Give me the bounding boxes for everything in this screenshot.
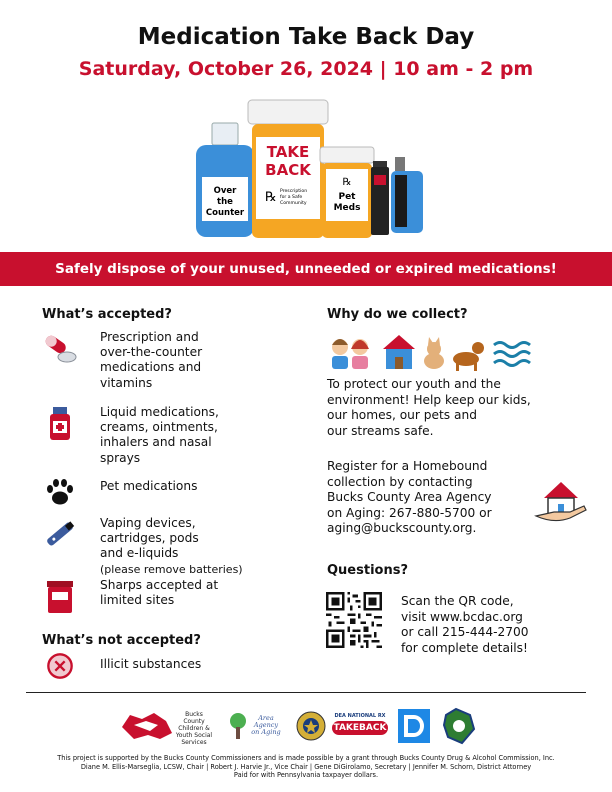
sharps-container-icon [42,578,78,614]
qr-code-icon[interactable] [326,592,382,648]
vape-pen-icon [42,516,78,552]
otc-label-3: Counter [205,208,245,218]
vape-box-icon [391,157,423,233]
medication-hero-illustration [190,95,430,245]
take-back-label-2: BACK [265,161,311,179]
paw-print-icon [42,474,78,510]
svg-text:Community: Community [280,201,307,206]
svg-text:℞: ℞ [342,177,352,188]
medicine-bottle-icon [42,405,78,441]
homebound-text: Register for a Homebound collection by contacting Bucks County Area Agency on Aging: 267-880-5700 or aging@buckscounty.org. [327,459,492,535]
home-in-hand-icon [534,476,588,526]
footer-divider [26,692,586,693]
not-accepted-item-illicit: Illicit substances [42,652,312,680]
bcdac-logo-icon [398,709,430,743]
why-icons-row [328,331,538,371]
why-heading: Why do we collect? [327,307,468,322]
page-title: Medication Take Back Day [137,24,475,50]
rx-bottle-icon [248,100,328,238]
not-accepted-heading: What’s not accepted? [42,633,201,648]
pills-icon [42,330,78,366]
accepted-item-pet: Pet medications [42,474,312,510]
take-back-label-1: TAKE [266,143,310,161]
svg-text:Pet: Pet [338,192,356,202]
police-badge-icon [296,707,326,745]
dispose-banner: Safely dispose of your unused, unneeded or expired medications! [0,252,612,286]
kids-icon [332,339,369,369]
svg-text:Meds: Meds [333,203,361,213]
accepted-item-sharps: Sharps accepted at limited sites [42,578,312,614]
dog-icon [453,342,484,371]
water-waves-icon [494,343,530,366]
cys-logo-icon [120,709,174,743]
aaa-logo-text: Area Agency on Aging [251,714,281,736]
accepted-item-pills: Prescription and over-the-counter medications and vitamins [42,330,312,391]
svg-text:for a Safe: for a Safe [280,195,303,200]
house-icon [383,335,415,369]
footer-credits: This project is supported by the Bucks County Commissioners and is made possible by a grant through Bucks County Drug & Alcohol Commission, Inc. Diane M. Ellis-Marseglia, LCSW, Chair | Robert J. Harvie Jr., Vice Chair | Gene DiGirolamo, Secretary | Jennifer M. Schorn, District Attorney Paid for with Pennsylvania taxpayer dollars. [57,754,555,780]
pet-meds-bottle-icon [320,147,374,238]
why-text: To protect our youth and the environment! Help keep our kids, our homes, our pets and our streams safe. [327,377,531,438]
rx-symbol-icon: ℞ [265,190,277,205]
accepted-item-liquid: Liquid medications, creams, ointments, inhalers and nasal sprays [42,405,312,466]
otc-bottle-icon [196,123,254,237]
prohibited-icon [46,652,74,680]
cat-icon [424,337,444,369]
accepted-item-vaping: Vaping devices, cartridges, pods and e-liquids (please remove batteries) [42,516,312,577]
accepted-heading: What’s accepted? [42,307,172,322]
otc-label-1: Over [213,186,237,196]
questions-text: Scan the QR code, visit www.bcdac.org or call 215-444-2700 for complete details! [401,594,529,655]
event-date-time: Saturday, October 26, 2024 | 10 am - 2 pm [78,58,534,80]
sponsor-logos [110,705,510,747]
dea-takeback-logo: DEA NATIONAL RX TAKEBACK [333,713,387,733]
aaa-tree-icon [228,711,248,741]
cys-logo-text: Bucks County Children & Youth Social Services [175,711,213,746]
questions-heading: Questions? [327,563,408,578]
svg-text:Prescription: Prescription [280,189,308,194]
otc-label-2: the [217,197,233,207]
county-seal-icon [442,707,476,745]
